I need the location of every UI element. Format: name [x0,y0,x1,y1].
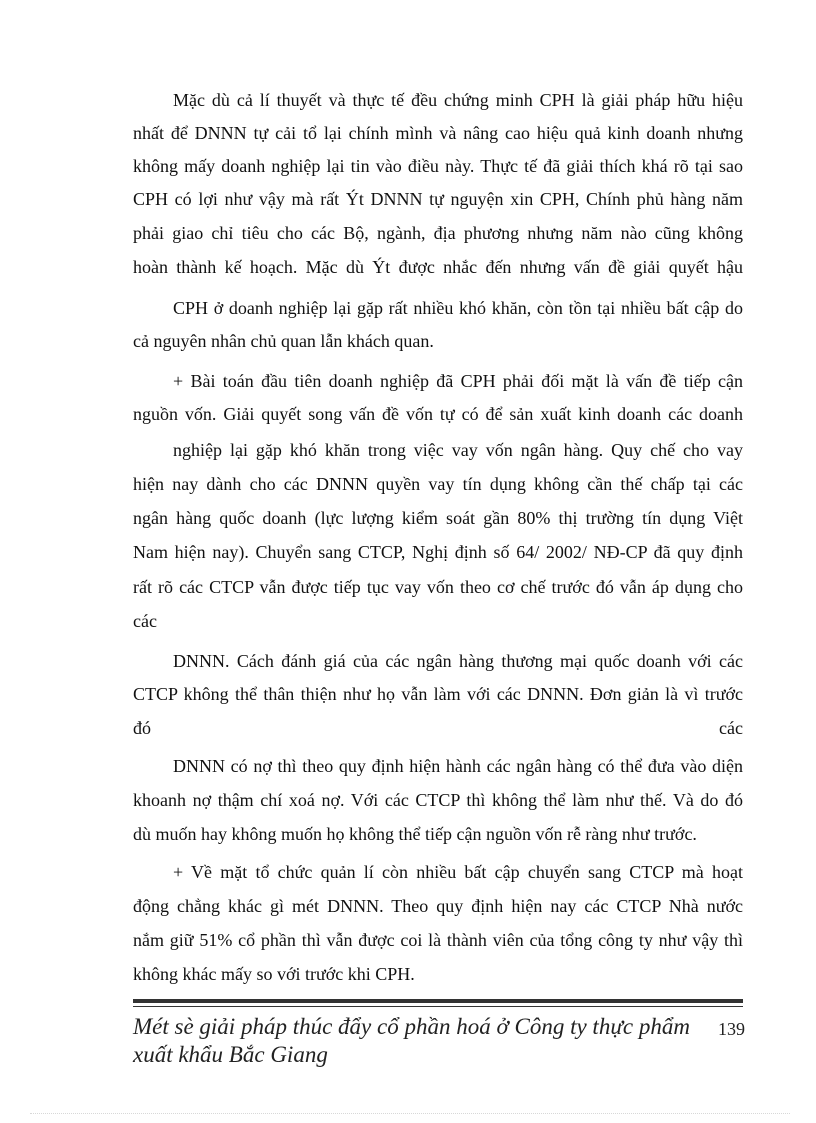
paragraph-line: hoàn thành kế hoạch. Mặc dù Ýt được nhắc đến nhưng vấn đề giải quyết hậu [133,257,743,277]
paragraph-line: ngân hàng quốc doanh (lực lượng kiểm soát gần 80% thị trường tín dụng Việt [133,508,743,528]
paragraph-line: nắm giữ 51% cổ phần thì vẫn được coi là thành viên của tổng công ty như vậy thì [133,930,743,950]
paragraph-line: động chẳng khác gì mét DNNN. Theo quy định hiện nay các CTCP Nhà nước [133,896,743,916]
paragraph-line-end: các [719,718,743,738]
footer-title-line: Mét sè giải pháp thúc đẩy cổ phần hoá ở Công ty thực phẩm [133,1014,690,1039]
paragraph-line: DNNN. Cách đánh giá của các ngân hàng thương mại quốc doanh với các [173,651,743,671]
paragraph-line: không khác mấy so với trước khi CPH. [133,964,415,984]
paragraph-line: nhất để DNNN tự cải tổ lại chính mình và nâng cao hiệu quả kinh doanh nhưng [133,123,743,143]
paragraph-line: cả nguyên nhân chủ quan lẫn khách quan. [133,331,434,351]
footer-title [133,1013,733,1069]
paragraph-line: DNNN có nợ thì theo quy định hiện hành các ngân hàng có thể đưa vào diện [173,756,743,776]
split-line [133,717,743,739]
paragraph-line: Mặc dù cả lí thuyết và thực tế đều chứng minh CPH là giải pháp hữu hiệu [173,90,743,110]
paragraph-line-start: đó [133,718,151,738]
page-number: 139 [718,1019,745,1039]
paragraph-line: nghiệp lại gặp khó khăn trong việc vay vốn ngân hàng. Quy chế cho vay [173,440,743,460]
page-bottom-divider [30,1113,790,1114]
paragraph-line: dù muốn hay không muốn họ không thể tiếp cận nguồn vốn rễ ràng như trước. [133,824,697,844]
paragraph-line: phải giao chỉ tiêu cho các Bộ, ngành, địa phương nhưng năm nào cũng không [133,223,743,243]
paragraph-line: rất rõ các CTCP vẫn được tiếp tục vay vốn theo cơ chế trước đó vẫn áp dụng cho [133,577,743,597]
paragraph-line: không mấy doanh nghiệp lại tin vào điều này. Thực tế đã giải thích khá rõ tại sao [133,156,743,176]
paragraph-line: hiện nay dành cho các DNNN quyền vay tín dụng không cần thế chấp tại các [133,474,743,494]
paragraph-line: CPH ở doanh nghiệp lại gặp rất nhiều khó khăn, còn tồn tại nhiều bất cập do [173,298,743,318]
paragraph-line: CPH có lợi như vậy mà rất Ýt DNNN tự nguyện xin CPH, Chính phủ hàng năm [133,189,743,209]
footer-title-line: xuất khẩu Bắc Giang [133,1042,328,1067]
paragraph-line: Nam hiện nay). Chuyển sang CTCP, Nghị định số 64/ 2002/ NĐ-CP đã quy định [133,542,743,562]
paragraph-line: + Bài toán đầu tiên doanh nghiệp đã CPH phải đối mặt là vấn đề tiếp cận [173,371,743,391]
footer-rule-thin [133,1006,743,1007]
paragraph-line: khoanh nợ thậm chí xoá nợ. Với các CTCP thì không thể làm như thế. Và do đó [133,790,743,810]
paragraph-line: CTCP không thể thân thiện như họ vẫn làm với các DNNN. Đơn giản là vì trước [133,684,743,704]
paragraph-line: nguồn vốn. Giải quyết song vấn đề vốn tự có để sản xuất kinh doanh các doanh [133,404,743,424]
paragraph-line: + Về mặt tổ chức quản lí còn nhiều bất cập chuyển sang CTCP mà hoạt [173,862,743,882]
paragraph-line: các [133,611,157,631]
footer-rule-thick [133,999,743,1003]
